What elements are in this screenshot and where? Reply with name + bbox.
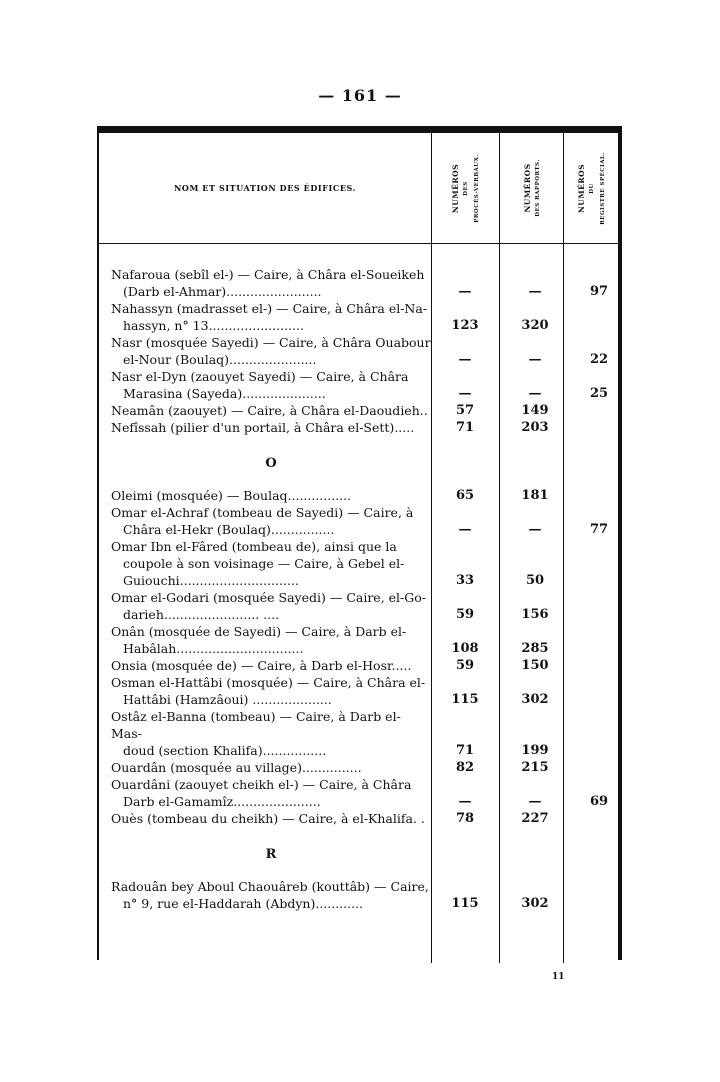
table-row — [111, 674, 549, 708]
building-entry — [111, 419, 431, 436]
proces-verbal-number: 82 — [455, 760, 475, 775]
rapport-number: — — [528, 386, 542, 401]
entry-line: (Darb el-Ahmar)........................ — [123, 284, 322, 299]
entry-line: Nafaroua (sebîl el-) — Caire, à Châra el-Soueikeh — [111, 267, 425, 282]
building-entry — [111, 266, 431, 300]
page-number: — 161 — — [318, 86, 402, 105]
proces-verbal-number: 71 — [455, 743, 475, 758]
rapport-number: 285 — [521, 641, 549, 656]
proces-verbal-number: — — [458, 794, 472, 809]
entry-line: Nefîssah (pilier d'un portail, à Châra el-Sett)..... — [111, 420, 415, 435]
rapport-number: 181 — [521, 488, 549, 503]
entry-line: Nahassyn (madrasset el-) — Caire, à Châra el-Na- — [111, 301, 428, 316]
rapport-number: 302 — [521, 692, 549, 707]
table-row — [111, 589, 549, 623]
rapport-number: 50 — [525, 573, 545, 588]
building-entry — [111, 776, 431, 810]
signature-mark: 11 — [552, 972, 565, 982]
entry-line: Onân (mosquée de Sayedi) — Caire, à Darb el- — [111, 624, 407, 639]
entry-line: el-Nour (Boulaq)...................... — [123, 352, 317, 367]
header-registre-special: NUMÉROS DU REGISTRE SPÉCIAL. — [576, 151, 606, 225]
building-entry — [111, 504, 431, 538]
table-row — [111, 776, 609, 810]
entry-line: Onsia (mosquée de) — Caire, à Darb el-Hosr..... — [111, 658, 412, 673]
entry-line: Ouès (tombeau du cheikh) — Caire, à el-Khalifa. . — [111, 811, 425, 826]
rapport-number: 302 — [521, 896, 549, 911]
section-letter: R — [265, 847, 277, 862]
registre-number: 77 — [589, 522, 609, 537]
table-row — [111, 402, 549, 419]
proces-verbal-number: 115 — [451, 692, 479, 707]
proces-verbal-number: — — [458, 522, 472, 537]
table-row — [111, 878, 549, 912]
building-entry — [111, 368, 431, 402]
entry-line: Radouân bey Aboul Chaouâreb (kouttâb) — Caire, — [111, 879, 429, 894]
table-row — [111, 419, 549, 436]
building-entry — [111, 878, 431, 912]
proces-verbal-number: 71 — [455, 420, 475, 435]
entry-line: Châra el-Hekr (Boulaq)................ — [123, 522, 335, 537]
table-row — [111, 334, 609, 368]
buildings-table — [97, 126, 622, 960]
entry-line: Omar el-Godari (mosquée Sayedi) — Caire, el-Go- — [111, 590, 427, 605]
proces-verbal-number: 33 — [455, 573, 475, 588]
table-row — [111, 266, 609, 300]
entry-line: Neamân (zaouyet) — Caire, à Châra el-Daoudieh.. — [111, 403, 428, 418]
building-entry — [111, 334, 431, 368]
entry-line: coupole à son voisinage — Caire, à Gebel el- — [123, 556, 405, 571]
proces-verbal-number: 65 — [455, 488, 475, 503]
entry-line: Omar el-Achraf (tombeau de Sayedi) — Caire, à — [111, 505, 414, 520]
rapport-number: 149 — [521, 403, 549, 418]
registre-number: 97 — [589, 284, 609, 299]
header-proces-verbaux: NUMÉROS DES PROCÈS-VERBAUX. — [450, 153, 480, 223]
entry-line: Oleimi (mosquée) — Boulaq................ — [111, 488, 352, 503]
rapport-number: 156 — [521, 607, 549, 622]
rapport-number: 215 — [521, 760, 549, 775]
entry-line: Osman el-Hattâbi (mosquée) — Caire, à Châra el- — [111, 675, 426, 690]
registre-number: 22 — [589, 352, 609, 367]
table-row — [111, 368, 609, 402]
registre-number: 69 — [589, 794, 609, 809]
column-divider — [563, 133, 564, 963]
rapport-number: — — [528, 794, 542, 809]
rapport-number: 320 — [521, 318, 549, 333]
rapport-number: — — [528, 352, 542, 367]
proces-verbal-number: 57 — [455, 403, 475, 418]
entry-line: n° 9, rue el-Haddarah (Abdyn)............ — [123, 896, 364, 911]
proces-verbal-number: 59 — [455, 658, 475, 673]
section-letter: O — [265, 456, 277, 471]
entry-line: Guiouchi.............................. — [123, 573, 299, 588]
table-row — [111, 759, 549, 776]
rapport-number: — — [528, 284, 542, 299]
entry-line: Ouardân (mosquée au village)............... — [111, 760, 362, 775]
proces-verbal-number: 78 — [455, 811, 475, 826]
table-row — [111, 487, 549, 504]
entry-line: Habâlah................................ — [123, 641, 304, 656]
entry-line: Darb el-Gamamîz...................... — [123, 794, 321, 809]
rapport-number: — — [528, 522, 542, 537]
building-entry — [111, 708, 431, 759]
header-rapports: NUMÉROS DES RAPPORTS. — [522, 159, 541, 217]
rapport-number: 203 — [521, 420, 549, 435]
building-entry — [111, 674, 431, 708]
building-entry — [111, 538, 431, 589]
entry-line: doud (section Khalifa)................ — [123, 743, 327, 758]
proces-verbal-number: — — [458, 284, 472, 299]
rapport-number: 199 — [521, 743, 549, 758]
proces-verbal-number: 123 — [451, 318, 479, 333]
building-entry — [111, 623, 431, 657]
building-entry — [111, 300, 431, 334]
entry-line: hassyn, n° 13........................ — [123, 318, 304, 333]
table-row — [111, 708, 549, 759]
building-entry — [111, 589, 431, 623]
proces-verbal-number: 108 — [451, 641, 479, 656]
table-row — [111, 538, 545, 589]
table-row — [111, 300, 549, 334]
table-row — [111, 504, 609, 538]
building-entry — [111, 402, 431, 419]
building-entry — [111, 759, 431, 776]
registre-number: 25 — [589, 386, 609, 401]
entry-line: Omar Ibn el-Fâred (tombeau de), ainsi que la — [111, 539, 397, 554]
entry-line: Marasina (Sayeda)..................... — [123, 386, 326, 401]
proces-verbal-number: — — [458, 352, 472, 367]
table-row — [111, 623, 549, 657]
header-building-name: NOM ET SITUATION DES ÉDIFICES. — [173, 183, 357, 193]
proces-verbal-number: 115 — [451, 896, 479, 911]
table-body — [111, 266, 609, 912]
building-entry — [111, 657, 431, 674]
building-entry — [111, 487, 431, 504]
entry-line: darieh........................ .... — [123, 607, 280, 622]
entry-line: Nasr (mosquée Sayedi) — Caire, à Châra Ouabour — [111, 335, 431, 350]
entry-line: Nasr el-Dyn (zaouyet Sayedi) — Caire, à Châra — [111, 369, 409, 384]
building-entry — [111, 810, 431, 827]
rapport-number: 150 — [521, 658, 549, 673]
rapport-number: 227 — [521, 811, 549, 826]
entry-line: Ouardâni (zaouyet cheikh el-) — Caire, à Châra — [111, 777, 412, 792]
proces-verbal-number: 59 — [455, 607, 475, 622]
entry-line: Hattâbi (Hamzâoui) .................... — [123, 692, 332, 707]
header-divider — [99, 243, 618, 244]
proces-verbal-number: — — [458, 386, 472, 401]
table-row — [111, 810, 549, 827]
table-row — [111, 657, 549, 674]
entry-line: Ostâz el-Banna (tombeau) — Caire, à Darb el-Mas- — [111, 709, 401, 741]
